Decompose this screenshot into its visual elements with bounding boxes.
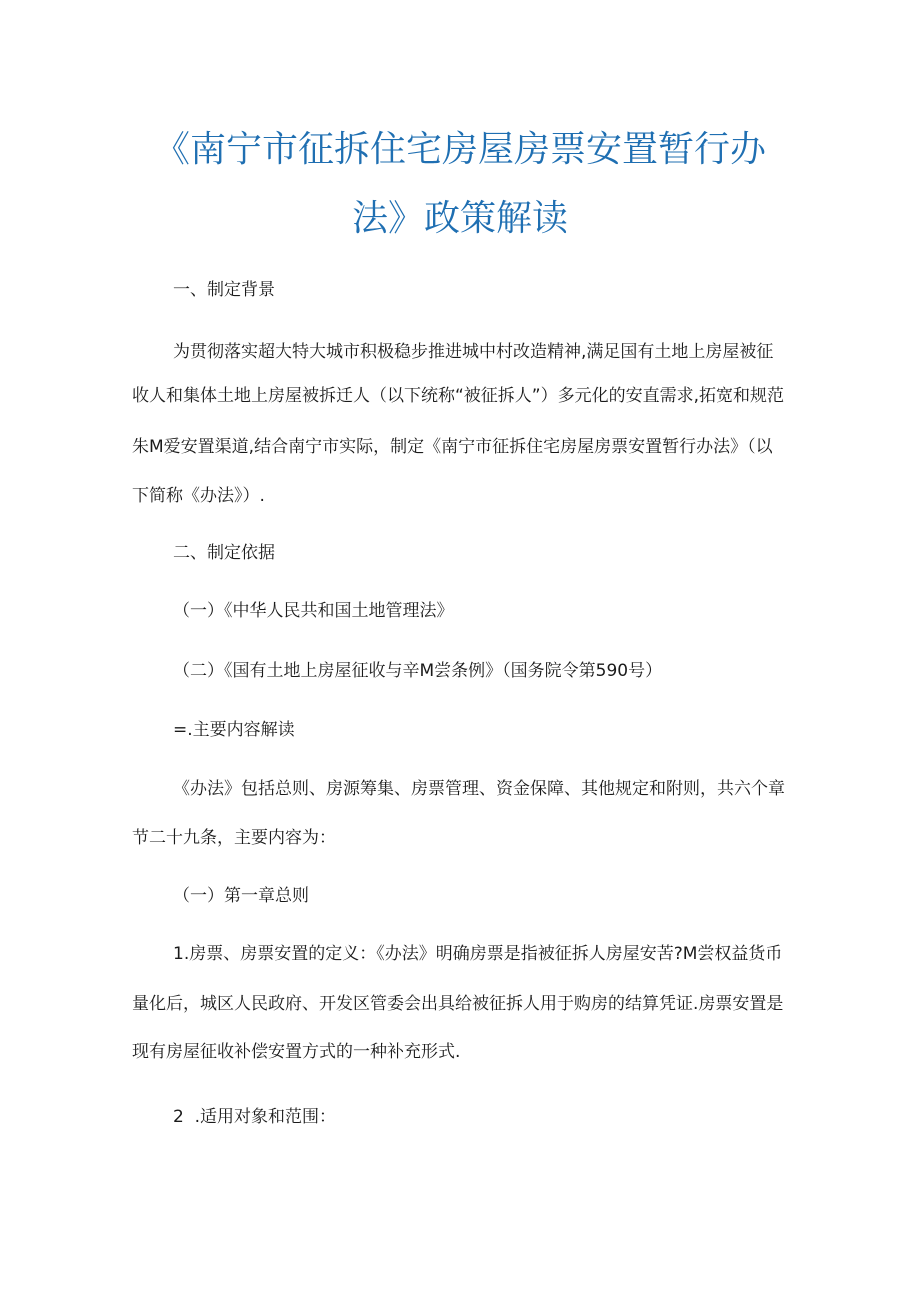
section-2-heading: 二、制定依据 (173, 543, 275, 563)
document-title-line-2: 法》政策解读 (351, 198, 568, 239)
list-item-2-heading: 2 .适用对象和范围： (173, 1107, 337, 1127)
paragraph-2-line-2: 节二十九条，主要内容为： (132, 828, 336, 848)
paragraph-1-line-4: 下简称《办法》）. (132, 486, 265, 506)
paragraph-3-line-3: 现有房屋征收补偿安置方式的一种补充形式. (132, 1042, 461, 1062)
document-title-line-1: 《南宁市征拆住宅房屋房票安置暂行办 (153, 129, 766, 170)
section-1-heading: 一、制定背景 (173, 280, 275, 300)
paragraph-3-line-1: 1.房票、房票安置的定义：《办法》明确房票是指被征拆人房屋安苦?M尝权益货币 (173, 944, 783, 964)
paragraph-1-line-2: 收人和集体土地上房屋被拆迁人（以下统称“被征拆人”）多元化的安直需求,拓宽和规范 (132, 386, 785, 406)
paragraph-3-line-2: 量化后，城区人民政府、开发区管委会出具给被征拆人用于购房的结算凭证.房票安置是 (132, 994, 784, 1014)
basis-item-1: （一）《中华人民共和国土地管理法》 (173, 601, 454, 621)
basis-item-2: （二）《国有土地上房屋征收与辛M尝条例》（国务院令第590号） (173, 661, 663, 681)
chapter-1-heading: （一）第一章总则 (173, 886, 309, 906)
section-3-heading: =.主要内容解读 (173, 720, 295, 740)
paragraph-1-line-3: 朱M爱安置渠道,结合南宁市实际，制定《南宁市征拆住宅房屋房票安置暂行办法》（以 (132, 437, 773, 457)
paragraph-2-line-1: 《办法》包括总则、房源筹集、房票管理、资金保障、其他规定和附则，共六个章 (173, 779, 785, 799)
paragraph-1-line-1: 为贯彻落实超大特大城市积极稳步推进城中村改造精神,满足国有土地上房屋被征 (173, 342, 774, 362)
